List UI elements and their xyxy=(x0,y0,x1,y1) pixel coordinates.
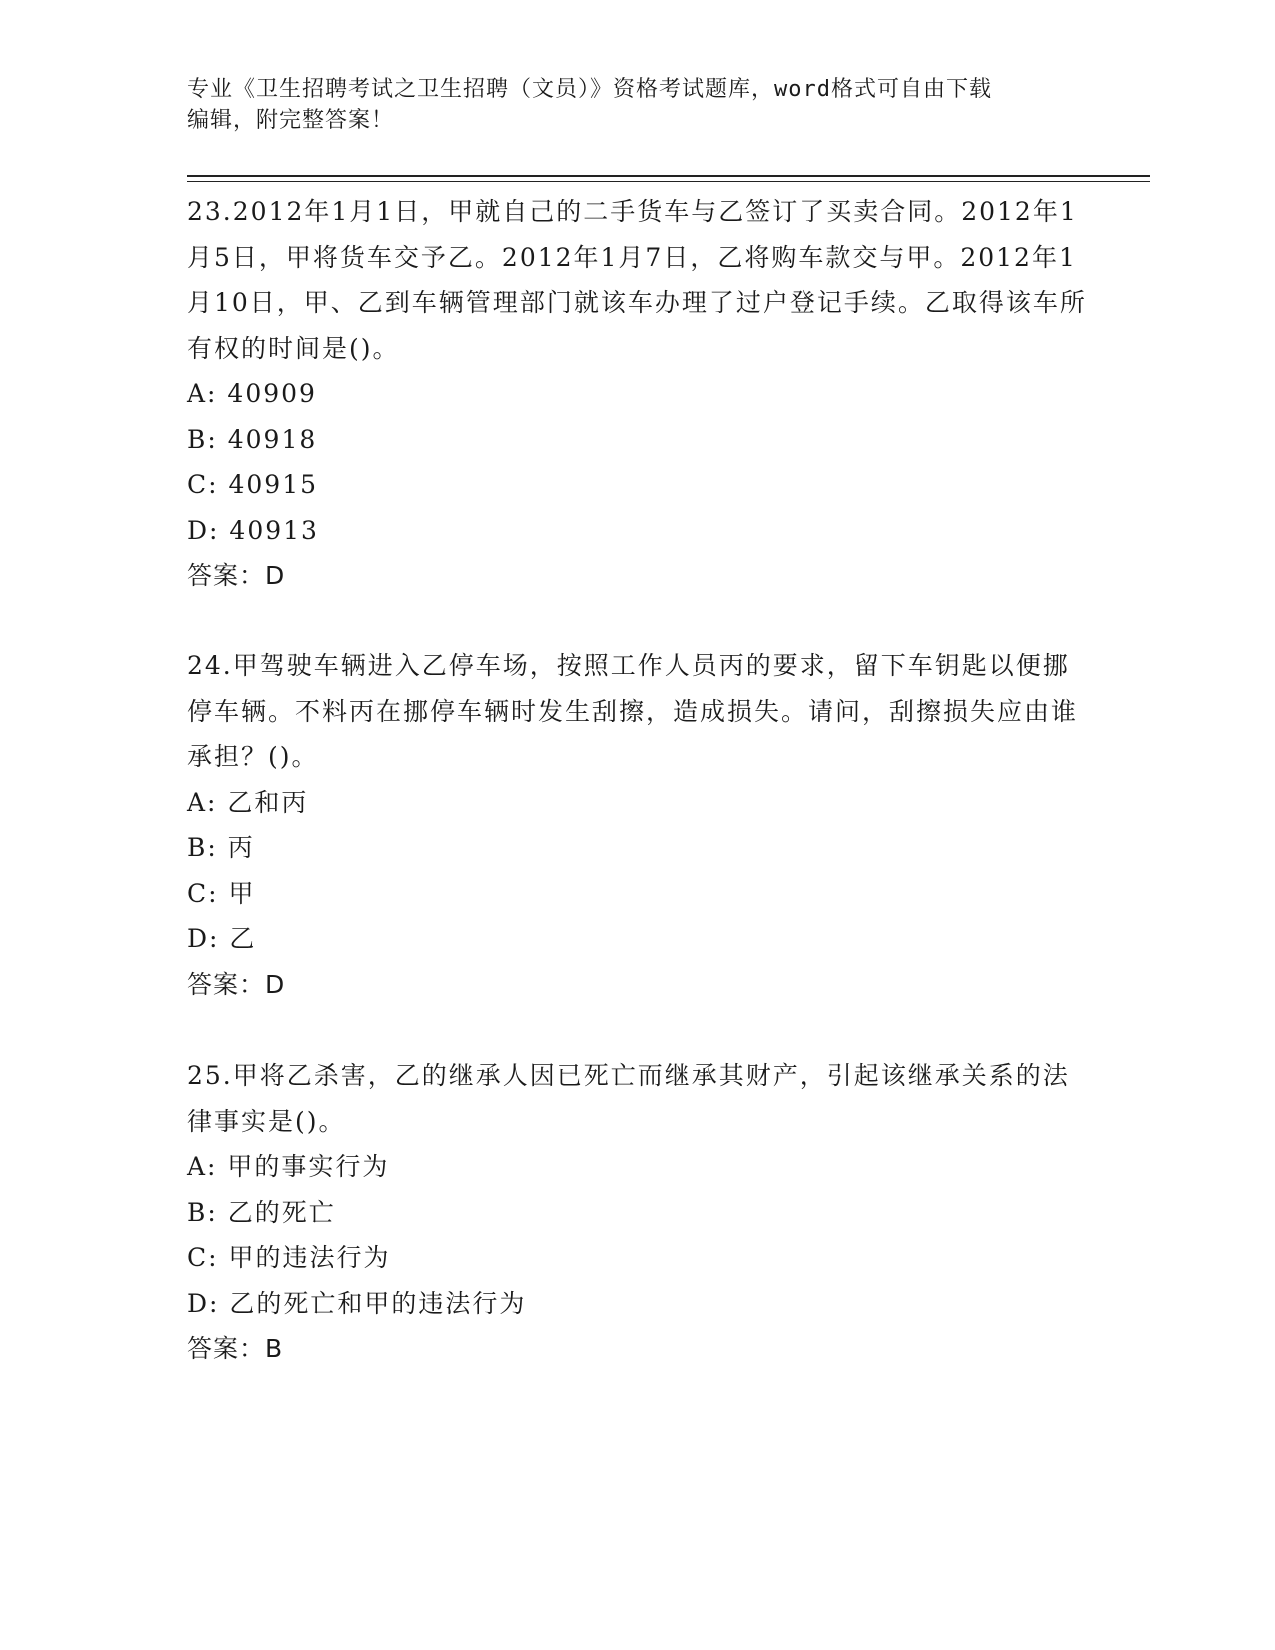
option-a: A: 乙和丙 xyxy=(187,787,309,817)
option-b: B: 丙 xyxy=(187,833,255,862)
option-b: B: 乙的死亡 xyxy=(187,1197,336,1227)
option-d: D: 乙的死亡和甲的违法行为 xyxy=(187,1288,527,1318)
header-line-2: 编辑，附完整答案！ xyxy=(187,108,395,133)
answer-line: 答案：B xyxy=(187,1334,284,1363)
option-d: D: 40913 xyxy=(187,515,319,545)
header-divider-thick xyxy=(187,175,1150,177)
answer-line: 答案：D xyxy=(187,969,286,999)
question-text: 24.甲驾驶车辆进入乙停车场，按照工作人员丙的要求，留下车钥匙以便挪停车辆。不料丙在挪停车辆时发生刮擦，造成损失。请问，刮擦损失应由谁承担？()。 xyxy=(187,651,1079,771)
header-line-1: 专业《卫生招聘考试之卫生招聘（文员）》资格考试题库，word格式可自由下载 xyxy=(187,77,992,102)
question-text: 23.2012年1月1日，甲就自己的二手货车与乙签订了买卖合同。2012年1月5日，甲将货车交予乙。2012年1月7日，乙将购车款交与甲。2012年1月10日，甲、乙到车辆管理部门就该车办理了过户登记手续。乙取得该车所有权的时间是()。 xyxy=(187,197,1087,363)
option-c: C: 40915 xyxy=(187,470,319,499)
question-24 xyxy=(187,643,1087,1007)
question-25 xyxy=(187,1053,1087,1372)
option-b: B: 40918 xyxy=(187,424,318,454)
option-c: C: 甲 xyxy=(187,878,256,908)
document-header xyxy=(187,74,1087,136)
question-23 xyxy=(187,189,1087,599)
question-text: 25.甲将乙杀害，乙的继承人因已死亡而继承其财产，引起该继承关系的法律事实是()。 xyxy=(187,1061,1070,1136)
option-d: D: 乙 xyxy=(187,924,257,953)
option-c: C: 甲的违法行为 xyxy=(187,1243,391,1272)
option-a: A: 甲的事实行为 xyxy=(187,1152,390,1181)
header-divider-thin xyxy=(187,181,1150,182)
option-a: A: 40909 xyxy=(187,379,317,408)
answer-line: 答案：D xyxy=(187,561,286,590)
